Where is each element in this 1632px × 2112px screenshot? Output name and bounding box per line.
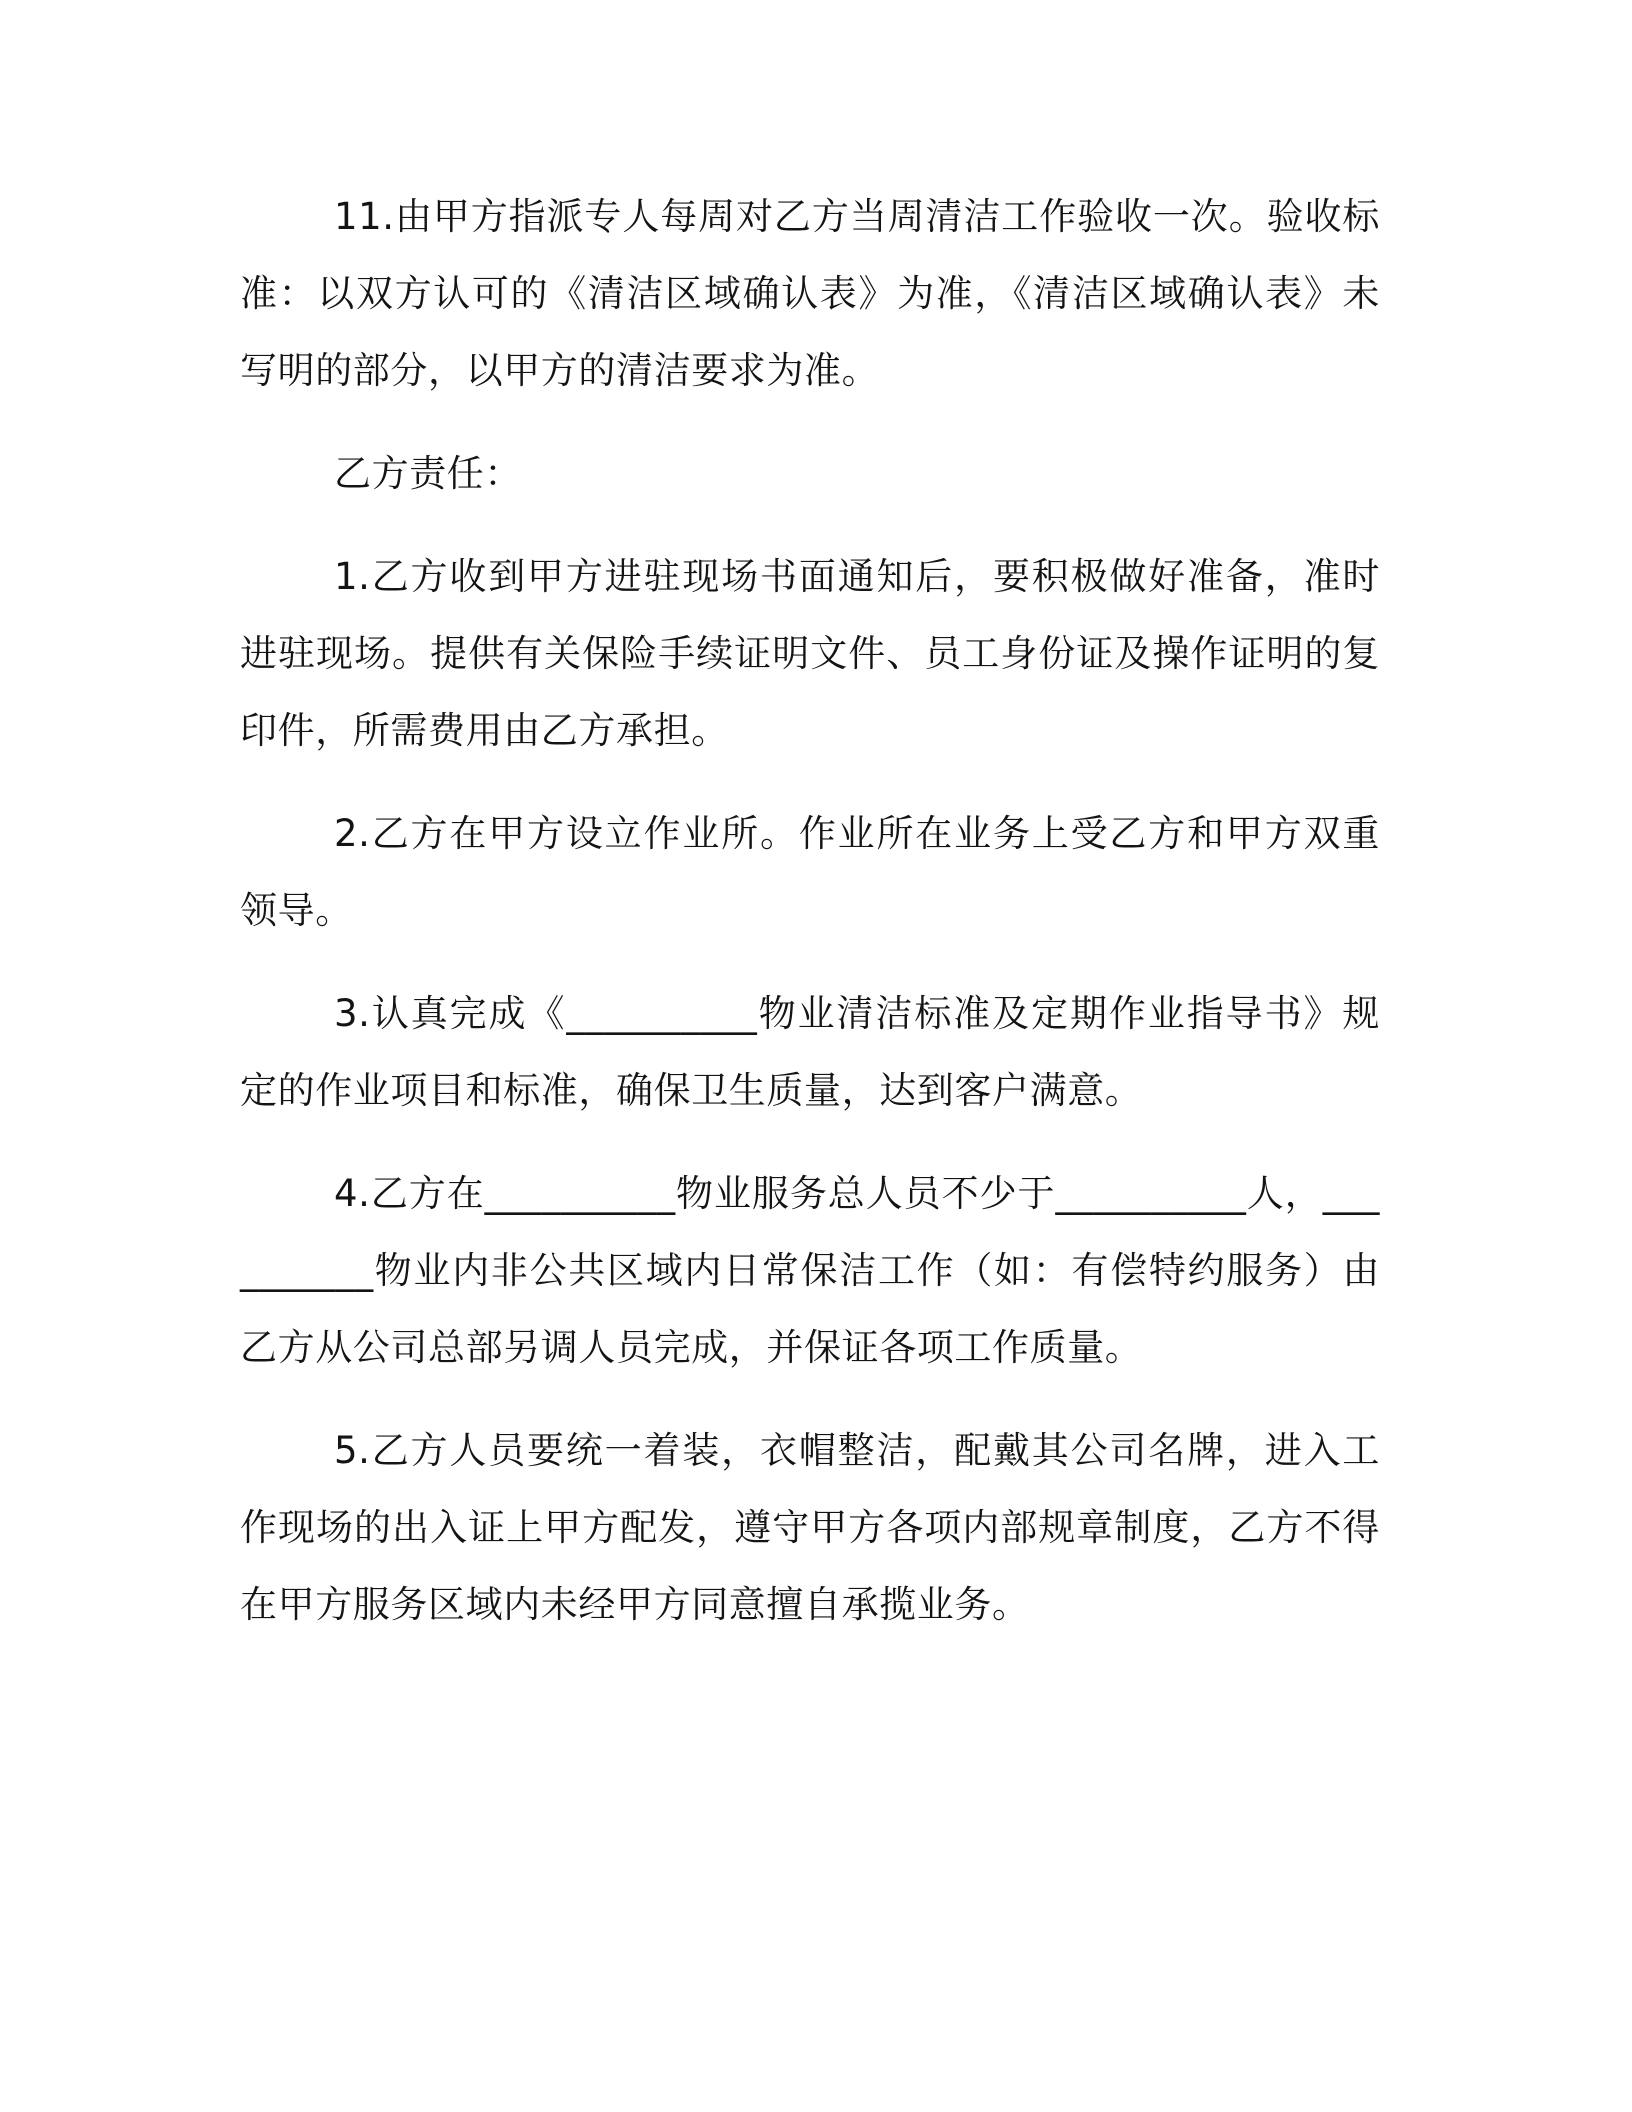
- paragraph-item-4: 4.乙方在__________物业服务总人员不少于__________人，__________物业内非公共区域内日常保洁工作（如：有偿特约服务）由乙方从公司总部另调人员完成，并保证各项工作质量。: [240, 1172, 1380, 1369]
- paragraph-item-2: 2.乙方在甲方设立作业所。作业所在业务上受乙方和甲方双重领导。: [240, 812, 1380, 932]
- paragraph-item-5: 5.乙方人员要统一着装，衣帽整洁，配戴其公司名牌，进入工作现场的出入证上甲方配发，遵守甲方各项内部规章制度，乙方不得在甲方服务区域内未经甲方同意擅自承揽业务。: [240, 1429, 1380, 1626]
- paragraph-item-1: 1.乙方收到甲方进驻现场书面通知后，要积极做好准备，准时进驻现场。提供有关保险手续证明文件、员工身份证及操作证明的复印件，所需费用由乙方承担。: [240, 555, 1380, 752]
- section-heading-party-b-responsibilities: 乙方责任：: [334, 452, 522, 495]
- paragraph-item-3: 3.认真完成《__________物业清洁标准及定期作业指导书》规定的作业项目和标准，确保卫生质量，达到客户满意。: [240, 992, 1380, 1112]
- document-body: [240, 178, 1380, 1669]
- paragraph-acceptance-standard: 11.由甲方指派专人每周对乙方当周清洁工作验收一次。验收标准：以双方认可的《清洁区域确认表》为准，《清洁区域确认表》未写明的部分，以甲方的清洁要求为准。: [240, 195, 1380, 392]
